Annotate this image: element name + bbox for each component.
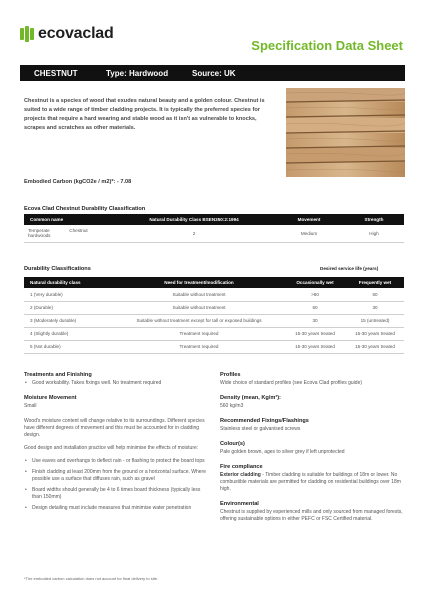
fire-text: - Timber cladding is suitable for buildings of 18m or lower. No combustible materials are permitted for cladding on residential buildings over 18m high. [220,472,401,492]
fire-heading: Fire compliance [220,464,263,470]
footnote: *The embodied carbon calculation does not account for final delivery to site. [24,576,159,581]
classifications-table [24,277,404,354]
page-title: Specification Data Sheet [251,38,403,53]
density-value: 560 kg/m3 [220,403,244,409]
logo-text: ecovaclad [38,25,114,42]
table-row: 2 (Durable) Suitable without treatment 60 30 [24,301,404,314]
profiles-value: Wide choice of standard profiles (see Ecova Clad profiles guide) [220,380,363,386]
treatments-item: • Good workability. Takes fixings well. No treatment required [24,380,209,387]
fire-label: Exterior cladding [220,472,261,478]
classifications-heading: Durability Classifications [24,266,91,272]
moisture-heading: Moisture Movement [24,395,77,401]
environmental-value: Chestnut is supplied by experienced mills and only sourced from managed forests, offering sustainable options in either PEFC or FSC Certified material. [220,509,403,522]
col-common-name: Common name [24,214,114,225]
movement-cell: Medium [274,225,344,242]
design-guidance-list [24,458,209,512]
product-name: CHESTNUT [34,68,78,78]
col-frequently-wet: Frequently wet [346,277,404,288]
fire-value [220,472,405,493]
class-cell: 2 [114,225,274,242]
moisture-paragraph-1: Wood's moisture content will change relative to its surroundings. Different species have different degrees of movement and this must be accounted for in cladding design. [24,418,205,438]
environmental-heading: Environmental [220,501,259,507]
moisture-paragraph-2: Good design and installation practice will help minimise the effects of moisture: [24,445,199,451]
profiles-heading: Profiles [220,372,241,378]
table-row: 4 (Slightly durable) Treatment required 15-30 years treated 15-30 years treated [24,327,404,340]
intro-paragraph: Chestnut is a species of wood that exudes natural beauty and a golden colour. Chestnut is suited to a wide range of timber cladding projects. It is typically the preferred species for projects that require a hard wearing and stable wood as it isn't as vulnerable to knocks, scrapes and scratches as other materials. [24,98,265,131]
ecovaclad-logo [20,25,114,43]
col-need-treatment: Need for treatment/modification [114,277,284,288]
treatments-heading: Treatments and Finishing [24,372,92,378]
left-column [24,372,209,516]
list-item: • Board widths should generally be 4 to 6 times board thickness (typically less than 150mm) [24,487,209,501]
table-row [24,225,404,242]
fixings-heading: Recommended Fixings/Flashings [220,418,309,424]
durability-heading: Ecova Clad Chestnut Durability Classification [24,206,146,212]
col-movement: Movement [274,214,344,225]
table-row: 3 (Moderately durable) Suitable without treatment except for tall or exposed buildings 30 15 (untreated) [24,314,404,327]
colour-value: Pale golden brown, ages to silver grey if left unprotected [220,449,345,455]
embodied-carbon: Embodied Carbon (kgCO2e / m2)*: - 7.08 [24,179,132,185]
list-item: • Design detailing must include measures that minimise water penetration [24,505,209,512]
strength-cell: High [344,225,404,242]
table-row: 1 (Very durable) Suitable without treatment >60 60 [24,288,404,301]
logo-mark-icon [20,26,34,42]
right-column [220,372,405,531]
col-durability-class: Natural Durability Class BSEN350:2:1994 [114,214,274,225]
table-row: 5 (Not durable) Treatment required 15-30 years treated 15-30 years treated [24,340,404,353]
list-item: • Use eaves and overhangs to deflect rain - or flashing to protect the board tops [24,458,209,465]
name-cell: Chestnut [69,228,88,234]
desired-service-life-label: Desired service life (years) [320,266,379,271]
chestnut-cladding-image [286,88,405,177]
colour-heading: Colour(s) [220,441,245,447]
product-title-bar [20,65,405,81]
fixings-value: Stainless steel or galvanised screws [220,426,301,432]
category-cell: Temperate hardwoods [28,228,51,239]
col-occasionally-wet: Occasionally wet [284,277,346,288]
list-item: • Finish cladding at least 200mm from the ground or a horizontal surface. Where possible use a surface that diffuses rain, such as gravel [24,469,209,483]
product-source: Source: UK [192,68,236,78]
col-natural-class: Natural durability class [24,277,114,288]
durability-table [24,214,404,243]
product-type: Type: Hardwood [106,68,169,78]
density-heading: Density (mean, Kg/m³): [220,395,281,401]
moisture-value: Small [24,403,37,409]
col-strength: Strength [344,214,404,225]
